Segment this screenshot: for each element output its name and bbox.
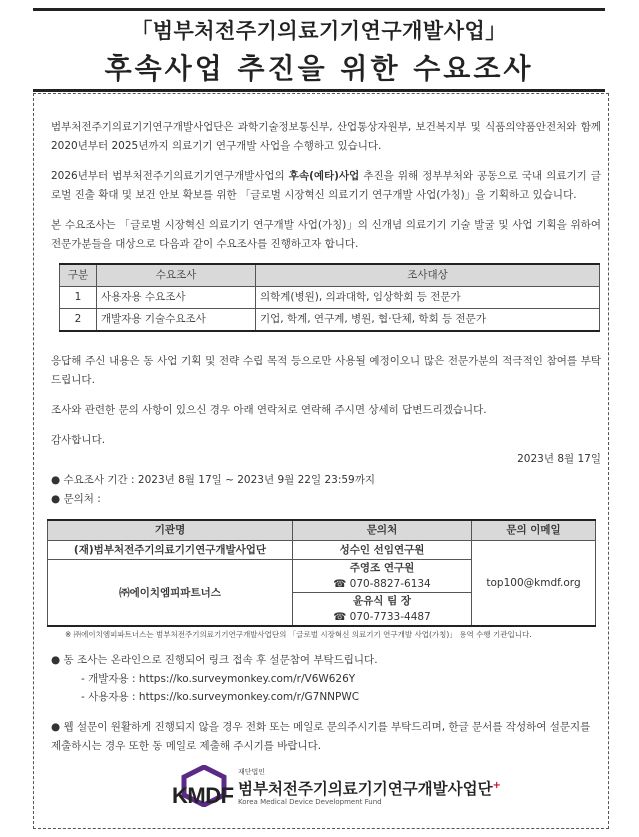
title-line1: 「범부처전주기의료기기연구개발사업」 (131, 19, 507, 43)
dev-survey-link[interactable]: - 개발자용 : https://ko.surveymonkey.com/r/V6W626Y (81, 673, 356, 685)
document-date: 2023년 8월 17일 (517, 453, 601, 465)
org-kmdf: (재)범부처전주기의료기기연구개발사업단 (48, 541, 293, 560)
table-cell: 1 (60, 287, 97, 309)
intro-paragraph-3: 본 수요조사는 「글로벌 시장혁신 의료기기 연구개발 사업(가칭)」의 신개념 의료기기 기술 발굴 및 사업 기획을 위하여 전문가분들을 대상으로 다음과 같이 수요조사를 진행하고자 합니다. (51, 219, 601, 250)
user-survey-link[interactable]: - 사용자용 : https://ko.surveymonkey.com/r/G7NNPWC (81, 691, 360, 703)
body-paragraph-6: 감사합니다. (51, 434, 106, 446)
logo-name-ko (238, 777, 501, 799)
contact-person-1: 성수인 선임연구원 (293, 541, 472, 560)
table-cell: 2 (60, 309, 97, 332)
body-paragraph-5: 조사와 관련한 문의 사항이 있으신 경우 아래 연락처로 연락해 주시면 상세히 답변드리겠습니다. (51, 404, 487, 416)
intro-p2-before: 2026년부터 범부처전주기의료기기연구개발사업의 (51, 170, 289, 182)
contact-person-2: 주영조 연구원 (349, 562, 415, 574)
table-row (60, 287, 600, 309)
online-notice: ● 동 조사는 온라인으로 진행되어 링크 접속 후 설문참여 부탁드립니다. (51, 654, 378, 666)
contact-person-3: 윤유식 팀 장 (352, 595, 412, 607)
survey-table (59, 263, 600, 332)
survey-header-type: 구분 (60, 264, 97, 287)
footer-notice: ● 웹 설문이 원활하게 진행되지 않을 경우 전화 또는 메일로 문의주시기를 부탁드리며, 한글 문서를 작성하여 설문지를 제출하시는 경우 또한 동 메일로 제출해 주시기를 바랍니다. (51, 721, 591, 752)
contact-email[interactable]: top100@kmdf.org (472, 541, 596, 627)
table-cell: 사용자용 수요조사 (97, 287, 256, 309)
plus-icon: + (492, 779, 501, 791)
intro-p2-bold: 후속(예타)사업 (288, 170, 360, 182)
survey-header-target: 조사대상 (256, 264, 600, 287)
contact-header-person: 문의처 (293, 520, 472, 541)
contact-table (47, 519, 596, 627)
intro-p2-after: 추진을 위해 정부부처와 공동으로 국내 의료기기 글로벌 진출 확대 및 보건 안보 확보를 위한 「글로벌 시장혁신 의료기기 연구개발 사업(가칭)」을 기획하고 있습니다. (51, 170, 601, 201)
table-row (60, 309, 600, 332)
intro-paragraph-2 (51, 167, 601, 205)
contact-header-org: 기관명 (48, 520, 293, 541)
table-row (48, 541, 596, 560)
table-cell: 기업, 학계, 연구계, 병원, 협·단체, 학회 등 전문가 (256, 309, 600, 332)
table-cell: 의학계(병원), 의과대학, 임상학회 등 전문가 (256, 287, 600, 309)
kmdf-logo (172, 765, 501, 817)
contact-phone-2: ☎ 070-8827-6134 (333, 578, 431, 590)
contact-header-email: 문의 이메일 (472, 520, 596, 541)
table-cell: 개발자용 기술수요조사 (97, 309, 256, 332)
contact-label: ● 문의처 : (51, 493, 101, 505)
title-line2: 후속사업 추진을 위한 수요조사 (104, 52, 534, 85)
document-body (51, 118, 601, 756)
contact-person-2-cell (293, 560, 472, 593)
title-box (33, 8, 605, 92)
intro-paragraph-1: 범부처전주기의료기기연구개발사업단은 과학기술정보통신부, 산업통상자원부, 보건복지부 및 식품의약품안전처와 함께 2020년부터 2025년까지 의료기기 연구개발 사업을 수행하고 있습니다. (51, 121, 601, 152)
contact-phone-3: ☎ 070-7733-4487 (333, 611, 431, 623)
survey-period: ● 수요조사 기간 : 2023년 8월 17일 ~ 2023년 9월 22일 23:59까지 (51, 474, 375, 486)
logo-name-ko-text: 범부처전주기의료기기연구개발사업단 (238, 780, 493, 798)
contact-person-3-cell (293, 593, 472, 627)
logo-name-en: Korea Medical Device Development Fund (238, 798, 382, 806)
org-hmp: ㈜에이치엠피파트너스 (48, 560, 293, 627)
survey-header-survey: 수요조사 (97, 264, 256, 287)
logo-mark: KMDF (172, 783, 234, 808)
body-paragraph-4: 응답해 주신 내용은 동 사업 기획 및 전략 수립 목적 등으로만 사용될 예정이오니 많은 전문가분의 적극적인 참여를 부탁드립니다. (51, 355, 601, 386)
contact-note: ※ ㈜에이치엠피파트너스는 범부처전주기의료기기연구개발사업단의 「글로벌 시장혁신 의료기기 연구개발 사업(가칭)」 용역 수행 기관입니다. (65, 630, 532, 639)
logo-small-text: 재단법인 (238, 768, 266, 776)
survey-links (81, 670, 601, 706)
